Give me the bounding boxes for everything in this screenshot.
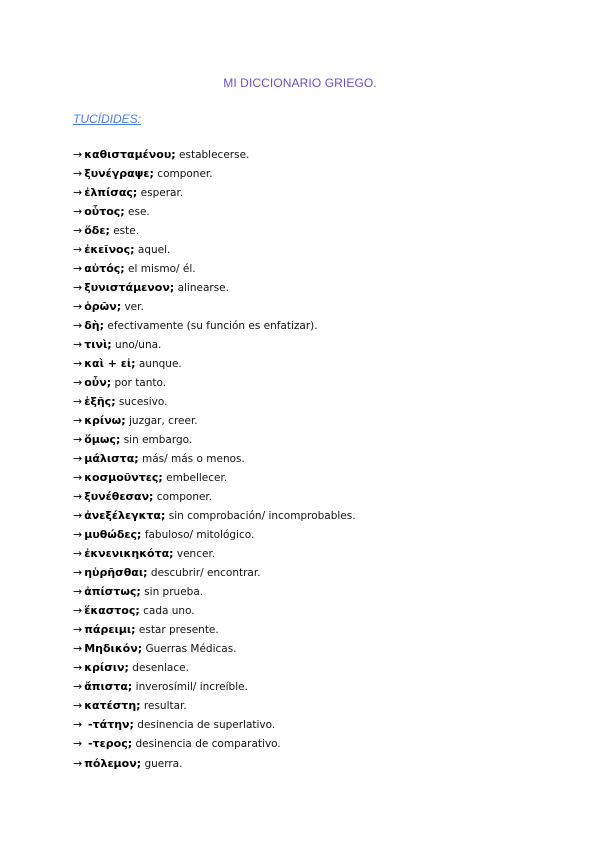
arrow-icon: → xyxy=(73,490,83,504)
greek-term: κρίσιν; xyxy=(84,661,129,675)
arrow-icon: → xyxy=(73,623,83,637)
spanish-definition: guerra. xyxy=(141,757,183,770)
greek-term: πάρειμι; xyxy=(84,623,136,637)
greek-term: δὴ; xyxy=(84,319,105,333)
greek-term: μάλιστα; xyxy=(84,452,139,466)
spanish-definition: desinencia de superlativo. xyxy=(133,719,276,732)
spanish-definition: resultar. xyxy=(140,700,187,713)
spanish-definition: uno/una. xyxy=(111,339,162,352)
greek-term: ἐκνενικηκότα; xyxy=(84,547,174,561)
greek-term: καθισταμένου; xyxy=(84,148,176,161)
vocabulary-list xyxy=(73,147,356,775)
greek-term: οὖν; xyxy=(84,376,112,390)
vocabulary-entry xyxy=(73,337,356,356)
greek-term: ἄπιστα; xyxy=(84,680,133,694)
spanish-definition: establecerse. xyxy=(175,149,250,161)
vocabulary-entry xyxy=(73,470,356,489)
spanish-definition: juzgar, creer. xyxy=(125,415,198,428)
spanish-definition: aquel. xyxy=(134,244,171,257)
spanish-definition: estar presente. xyxy=(135,624,219,637)
spanish-definition: componer. xyxy=(153,168,213,181)
vocabulary-entry xyxy=(73,185,356,204)
greek-term: ξυνιστάμενον; xyxy=(84,281,175,295)
spanish-definition: sin embargo. xyxy=(120,434,193,447)
vocabulary-entry xyxy=(73,584,356,603)
vocabulary-entry xyxy=(73,166,356,185)
spanish-definition: embellecer. xyxy=(162,472,228,485)
arrow-icon: → xyxy=(73,357,83,371)
greek-term: μυθώδες; xyxy=(84,528,142,542)
vocabulary-entry xyxy=(73,527,356,546)
vocabulary-entry xyxy=(73,375,356,394)
vocabulary-entry xyxy=(73,242,356,261)
vocabulary-entry xyxy=(73,660,356,679)
vocabulary-entry xyxy=(73,356,356,375)
arrow-icon: → xyxy=(73,471,83,485)
arrow-icon: → xyxy=(73,718,83,732)
arrow-icon: → xyxy=(73,528,83,542)
spanish-definition: componer. xyxy=(153,491,213,504)
arrow-icon: → xyxy=(73,243,83,257)
greek-term: Μηδικόν; xyxy=(84,642,143,656)
vocabulary-entry xyxy=(73,736,356,755)
greek-term: κατέστη; xyxy=(84,699,141,713)
spanish-definition: sin prueba. xyxy=(140,586,204,599)
arrow-icon: → xyxy=(73,376,83,390)
spanish-definition: cada uno. xyxy=(139,605,195,618)
greek-term: ἑξῆς; xyxy=(84,395,116,409)
arrow-icon: → xyxy=(73,300,83,314)
spanish-definition: aunque. xyxy=(135,358,182,371)
arrow-icon: → xyxy=(73,319,83,333)
arrow-icon: → xyxy=(73,604,83,618)
greek-term: ὅμως; xyxy=(84,433,121,447)
section-heading: TUCÍDIDES: xyxy=(73,112,142,126)
greek-term: τινὶ; xyxy=(84,338,112,352)
spanish-definition: alinearse. xyxy=(174,282,229,295)
spanish-definition: ver. xyxy=(121,301,144,314)
greek-term: -τερος; xyxy=(84,737,133,751)
spanish-definition: descubrir/ encontrar. xyxy=(147,567,261,580)
arrow-icon: → xyxy=(73,509,83,523)
spanish-definition: por tanto. xyxy=(111,377,167,390)
vocabulary-entry xyxy=(73,223,356,242)
vocabulary-entry xyxy=(73,204,356,223)
greek-term: ἀπίστως; xyxy=(84,585,141,599)
spanish-definition: desinencia de comparativo. xyxy=(132,738,281,751)
spanish-definition: el mismo/ él. xyxy=(124,263,196,276)
spanish-definition: este. xyxy=(109,225,140,238)
greek-term: -τάτην; xyxy=(84,718,134,732)
spanish-definition: efectivamente (su función es enfatizar). xyxy=(104,320,318,333)
vocabulary-entry xyxy=(73,451,356,470)
vocabulary-entry xyxy=(73,299,356,318)
arrow-icon: → xyxy=(73,186,83,200)
greek-term: ἐκεῖνος; xyxy=(84,243,135,257)
vocabulary-entry xyxy=(73,603,356,622)
arrow-icon: → xyxy=(73,281,83,295)
arrow-icon: → xyxy=(73,167,83,181)
spanish-definition: vencer. xyxy=(173,548,216,561)
vocabulary-entry xyxy=(73,413,356,432)
greek-term: ἀνεξέλεγκτα; xyxy=(84,509,166,523)
vocabulary-entry xyxy=(73,280,356,299)
greek-term: οὗτος; xyxy=(84,205,125,219)
greek-term: πόλεμον; xyxy=(84,756,142,770)
vocabulary-entry xyxy=(73,261,356,280)
arrow-icon: → xyxy=(73,338,83,352)
spanish-definition: fabuloso/ mitológico. xyxy=(141,529,255,542)
vocabulary-entry xyxy=(73,508,356,527)
greek-term: κρίνω; xyxy=(84,414,126,428)
greek-term: ὅδε; xyxy=(84,224,110,238)
arrow-icon: → xyxy=(73,585,83,599)
spanish-definition: Guerras Médicas. xyxy=(142,643,237,656)
greek-term: κοσμοῦντες; xyxy=(84,471,163,485)
arrow-icon: → xyxy=(73,737,83,751)
spanish-definition: desenlace. xyxy=(128,662,189,675)
vocabulary-entry xyxy=(73,489,356,508)
vocabulary-entry xyxy=(73,622,356,641)
greek-term: καὶ + εἰ; xyxy=(84,357,136,371)
vocabulary-entry xyxy=(73,679,356,698)
vocabulary-entry xyxy=(73,432,356,451)
arrow-icon: → xyxy=(73,680,83,694)
arrow-icon: → xyxy=(73,433,83,447)
arrow-icon: → xyxy=(73,224,83,238)
vocabulary-entry xyxy=(73,641,356,660)
spanish-definition: inverosímil/ increíble. xyxy=(132,681,248,694)
arrow-icon: → xyxy=(73,756,83,770)
spanish-definition: sin comprobación/ incomprobables. xyxy=(165,510,356,523)
vocabulary-entry xyxy=(73,394,356,413)
arrow-icon: → xyxy=(73,566,83,580)
arrow-icon: → xyxy=(73,547,83,561)
arrow-icon: → xyxy=(73,395,83,409)
arrow-icon: → xyxy=(73,414,83,428)
spanish-definition: más/ más o menos. xyxy=(138,453,245,466)
greek-term: ἐλπίσας; xyxy=(84,186,138,200)
document-title: MI DICCIONARIO GRIEGO. xyxy=(223,76,377,90)
arrow-icon: → xyxy=(73,699,83,713)
vocabulary-entry xyxy=(73,717,356,736)
vocabulary-entry xyxy=(73,565,356,584)
vocabulary-entry xyxy=(73,546,356,565)
spanish-definition: esperar. xyxy=(137,187,184,200)
greek-term: αὐτός; xyxy=(84,262,125,276)
greek-term: ὁρῶν; xyxy=(84,300,122,314)
spanish-definition: ese. xyxy=(124,206,150,219)
vocabulary-entry xyxy=(73,147,356,166)
greek-term: ξυνέθεσαν; xyxy=(84,490,154,504)
greek-term: ηὑρῆσθαι; xyxy=(84,566,148,580)
arrow-icon: → xyxy=(73,262,83,276)
vocabulary-entry xyxy=(73,698,356,717)
arrow-icon: → xyxy=(73,642,83,656)
arrow-icon: → xyxy=(73,452,83,466)
arrow-icon: → xyxy=(73,148,83,161)
vocabulary-entry xyxy=(73,318,356,337)
greek-term: ἕκαστος; xyxy=(84,604,140,618)
greek-term: ξυνέγραψε; xyxy=(84,167,154,181)
arrow-icon: → xyxy=(73,661,83,675)
vocabulary-entry xyxy=(73,756,356,775)
spanish-definition: sucesivo. xyxy=(115,396,168,409)
arrow-icon: → xyxy=(73,205,83,219)
